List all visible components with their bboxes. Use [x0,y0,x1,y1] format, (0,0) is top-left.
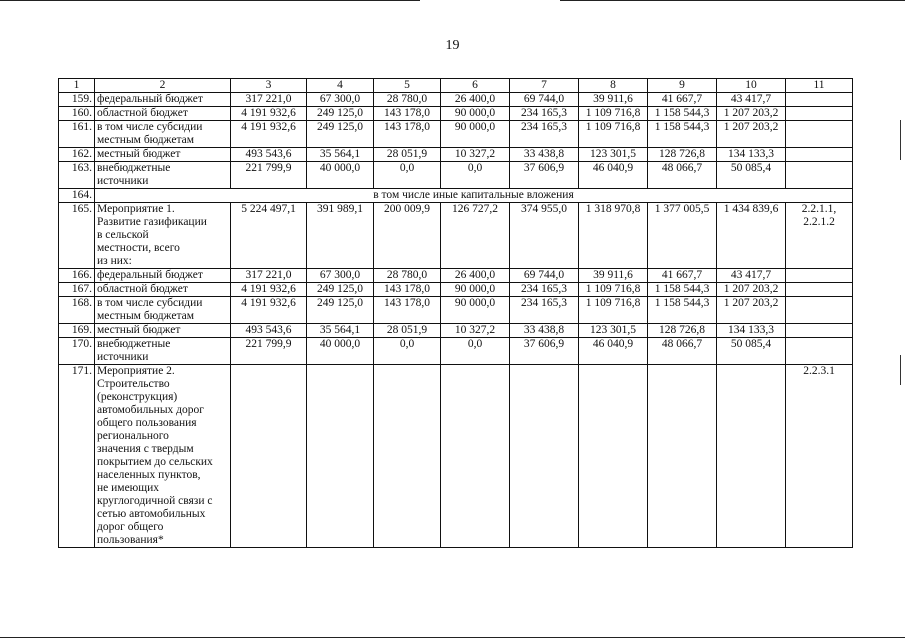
column-header: 9 [648,79,717,93]
reference-cell [786,107,853,121]
row-name-line: местный бюджет [97,324,181,336]
row-name [95,162,231,189]
row-name [95,338,231,365]
budget-table [58,78,853,548]
value-cell: 1 109 716,8 [579,121,648,148]
row-number: 171. [59,365,95,548]
value-cell: 1 109 716,8 [579,283,648,297]
scan-edge-top [0,0,420,1]
value-cell: 41 667,7 [648,269,717,283]
value-cell: 134 133,3 [717,324,786,338]
value-cell: 40 000,0 [307,162,374,189]
value-cell: 28 051,9 [374,324,441,338]
value-cell [231,365,307,548]
table-row [59,338,853,365]
value-cell: 249 125,0 [307,121,374,148]
value-cell: 1 318 970,8 [579,203,648,269]
value-cell: 69 744,0 [510,269,579,283]
value-cell: 0,0 [374,162,441,189]
value-cell [648,365,717,548]
row-number: 165. [59,203,95,269]
value-cell: 234 165,3 [510,297,579,324]
value-cell: 40 000,0 [307,338,374,365]
value-cell: 1 434 839,6 [717,203,786,269]
row-name-line: Развитие газификации [97,216,207,228]
page-number: 19 [445,38,460,53]
table-row [59,93,853,107]
row-name-line: источники [97,175,149,187]
row-name-line: не имеющих [97,482,160,494]
row-name-line: областной бюджет [97,107,188,119]
value-cell: 41 667,7 [648,93,717,107]
row-name-line: Мероприятие 1. [97,203,175,215]
header-row [59,79,853,93]
row-name-line: местности, всего [97,242,180,254]
reference-cell [786,162,853,189]
reference-cell [786,365,853,548]
row-name-line: внебюджетные [97,162,171,174]
table-row [59,189,853,203]
value-cell: 69 744,0 [510,93,579,107]
column-header: 5 [374,79,441,93]
value-cell: 43 417,7 [717,269,786,283]
value-cell: 221 799,9 [231,338,307,365]
value-cell: 5 224 497,1 [231,203,307,269]
value-cell: 234 165,3 [510,121,579,148]
value-cell: 1 158 544,3 [648,297,717,324]
column-header: 4 [307,79,374,93]
section-heading: в том числе иные капитальные вложения [95,189,853,203]
row-number: 162. [59,148,95,162]
value-cell: 90 000,0 [441,297,510,324]
value-cell: 26 400,0 [441,93,510,107]
value-cell: 90 000,0 [441,121,510,148]
column-header: 7 [510,79,579,93]
reference-cell [786,283,853,297]
row-name-line: в том числе субсидии [97,297,203,309]
value-cell: 37 606,9 [510,162,579,189]
value-cell: 67 300,0 [307,269,374,283]
reference-line: 2.2.3.1 [803,365,835,377]
value-cell: 43 417,7 [717,93,786,107]
value-cell: 143 178,0 [374,107,441,121]
column-header: 3 [231,79,307,93]
value-cell: 39 911,6 [579,269,648,283]
row-number: 168. [59,297,95,324]
row-name-line: внебюджетные [97,338,171,350]
reference-line: 2.2.1.1, [801,203,837,215]
row-name-line: в том числе субсидии [97,121,203,133]
value-cell: 134 133,3 [717,148,786,162]
row-name-line: населенных пунктов, [97,469,201,481]
table-row [59,107,853,121]
value-cell: 10 327,2 [441,148,510,162]
column-header: 11 [786,79,853,93]
value-cell: 221 799,9 [231,162,307,189]
value-cell: 39 911,6 [579,93,648,107]
value-cell: 33 438,8 [510,324,579,338]
row-name-line: Мероприятие 2. [97,365,175,377]
value-cell: 493 543,6 [231,148,307,162]
row-name-line: круглогодичной связи с [97,495,213,507]
row-name [95,283,231,297]
value-cell: 143 178,0 [374,297,441,324]
value-cell: 1 158 544,3 [648,121,717,148]
table-row [59,365,853,548]
reference-cell [786,93,853,107]
value-cell: 1 109 716,8 [579,297,648,324]
row-name-line: местным бюджетам [97,310,194,322]
row-name-line: федеральный бюджет [97,93,203,105]
value-cell: 46 040,9 [579,162,648,189]
value-cell: 143 178,0 [374,283,441,297]
value-cell: 1 377 005,5 [648,203,717,269]
table-row [59,121,853,148]
row-name-line: федеральный бюджет [97,269,203,281]
column-header: 2 [95,79,231,93]
scan-edge-bottom [0,637,905,638]
row-number: 160. [59,107,95,121]
value-cell: 249 125,0 [307,283,374,297]
value-cell: 28 780,0 [374,93,441,107]
row-number: 164. [59,189,95,203]
row-name-line: источники [97,351,149,363]
value-cell: 1 207 203,2 [717,297,786,324]
table-row [59,269,853,283]
reference-cell [786,338,853,365]
value-cell [374,365,441,548]
row-name-line: сетью автомобильных [97,508,206,520]
table-row [59,324,853,338]
row-name-line: общего пользования [97,417,197,429]
value-cell: 4 191 932,6 [231,107,307,121]
value-cell: 317 221,0 [231,269,307,283]
value-cell: 37 606,9 [510,338,579,365]
table-row [59,162,853,189]
value-cell: 1 109 716,8 [579,107,648,121]
reference-cell [786,297,853,324]
value-cell: 123 301,5 [579,148,648,162]
value-cell: 234 165,3 [510,107,579,121]
row-name-line: Строительство [97,378,170,390]
reference-cell [786,269,853,283]
value-cell: 10 327,2 [441,324,510,338]
table-row [59,297,853,324]
value-cell: 50 085,4 [717,338,786,365]
value-cell: 126 727,2 [441,203,510,269]
row-name-line: (реконструкция) [97,391,178,403]
row-number: 170. [59,338,95,365]
row-name-line: значения с твердым [97,443,194,455]
row-name [95,203,231,269]
row-number: 166. [59,269,95,283]
value-cell: 67 300,0 [307,93,374,107]
value-cell: 28 780,0 [374,269,441,283]
row-name [95,107,231,121]
value-cell: 391 989,1 [307,203,374,269]
value-cell: 493 543,6 [231,324,307,338]
reference-cell [786,203,853,269]
reference-cell [786,148,853,162]
value-cell: 50 085,4 [717,162,786,189]
column-header: 1 [59,79,95,93]
value-cell: 0,0 [441,338,510,365]
row-number: 159. [59,93,95,107]
value-cell: 123 301,5 [579,324,648,338]
value-cell: 234 165,3 [510,283,579,297]
row-name-line: покрытием до сельских [97,456,213,468]
scan-mark [900,355,901,385]
column-header: 6 [441,79,510,93]
row-name [95,324,231,338]
value-cell: 317 221,0 [231,93,307,107]
value-cell: 1 207 203,2 [717,283,786,297]
scan-mark [900,120,901,160]
value-cell: 249 125,0 [307,297,374,324]
value-cell [307,365,374,548]
table-row [59,283,853,297]
row-name-line: дорог общего [97,521,164,533]
value-cell: 1 158 544,3 [648,283,717,297]
table-row [59,203,853,269]
value-cell: 46 040,9 [579,338,648,365]
row-number: 161. [59,121,95,148]
reference-line: 2.2.1.2 [803,216,835,228]
value-cell [717,365,786,548]
value-cell [510,365,579,548]
value-cell: 1 207 203,2 [717,107,786,121]
row-name [95,148,231,162]
column-header: 8 [579,79,648,93]
row-number: 167. [59,283,95,297]
row-name [95,93,231,107]
row-number: 169. [59,324,95,338]
reference-cell [786,121,853,148]
reference-cell [786,324,853,338]
table-row [59,148,853,162]
row-name [95,269,231,283]
row-name-line: автомобильных дорог [97,404,204,416]
value-cell: 4 191 932,6 [231,297,307,324]
row-name-line: пользования* [97,534,164,546]
value-cell: 128 726,8 [648,324,717,338]
value-cell: 4 191 932,6 [231,283,307,297]
column-header: 10 [717,79,786,93]
row-name-line: в сельской [97,229,149,241]
row-number: 163. [59,162,95,189]
row-name-line: регионального [97,430,169,442]
value-cell: 90 000,0 [441,107,510,121]
value-cell: 1 158 544,3 [648,107,717,121]
value-cell: 143 178,0 [374,121,441,148]
row-name [95,365,231,548]
value-cell: 4 191 932,6 [231,121,307,148]
row-name-line: из них: [97,255,132,267]
value-cell: 0,0 [441,162,510,189]
value-cell: 90 000,0 [441,283,510,297]
value-cell: 33 438,8 [510,148,579,162]
value-cell: 200 009,9 [374,203,441,269]
row-name [95,297,231,324]
value-cell: 1 207 203,2 [717,121,786,148]
value-cell: 28 051,9 [374,148,441,162]
value-cell [579,365,648,548]
value-cell: 26 400,0 [441,269,510,283]
row-name-line: местный бюджет [97,148,181,160]
value-cell: 48 066,7 [648,162,717,189]
value-cell: 0,0 [374,338,441,365]
row-name-line: областной бюджет [97,283,188,295]
value-cell: 374 955,0 [510,203,579,269]
value-cell: 128 726,8 [648,148,717,162]
row-name-line: местным бюджетам [97,134,194,146]
value-cell [441,365,510,548]
value-cell: 35 564,1 [307,148,374,162]
value-cell: 249 125,0 [307,107,374,121]
scan-edge-top-right [560,0,905,1]
row-name [95,121,231,148]
value-cell: 35 564,1 [307,324,374,338]
value-cell: 48 066,7 [648,338,717,365]
